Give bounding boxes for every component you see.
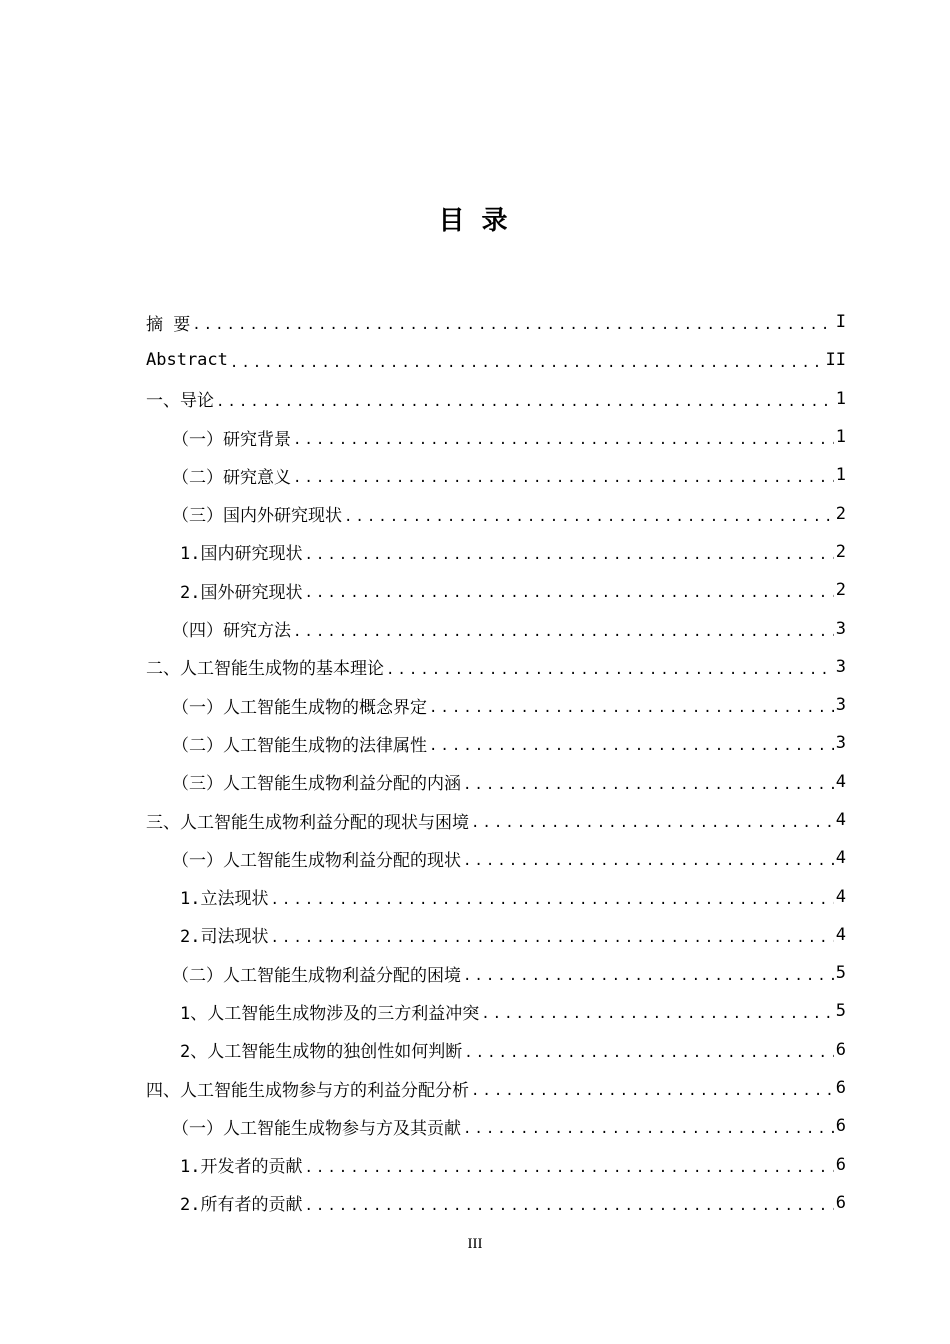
toc-entry-page: 4 (835, 771, 846, 792)
toc-entry-page: I (835, 312, 846, 333)
toc-entry[interactable] (146, 303, 846, 341)
dot-leader (270, 892, 833, 908)
toc-entry-page: 1 (835, 465, 846, 486)
dot-leader (304, 547, 833, 563)
toc-entry-page: 2 (835, 580, 846, 601)
toc-entry-page: 3 (835, 618, 846, 639)
toc-entry[interactable] (146, 1184, 846, 1222)
toc-entry-label: （三）国内外研究现状 (172, 506, 342, 527)
toc-entry[interactable] (146, 1069, 846, 1107)
page-number-footer: III (467, 1236, 483, 1252)
toc-entry-label: Abstract (146, 350, 228, 371)
toc-entry[interactable] (146, 341, 846, 379)
dot-leader (463, 1121, 834, 1137)
dot-leader (293, 624, 834, 640)
dot-leader (344, 509, 834, 525)
toc-entry-label: （一）人工智能生成物利益分配的现状 (172, 850, 461, 871)
toc-entry-label: 摘 要 (146, 314, 191, 335)
toc-entry-label: （一）人工智能生成物的概念界定 (172, 697, 427, 718)
toc-entry[interactable] (146, 724, 846, 762)
toc-entry-label: （三）人工智能生成物利益分配的内涵 (172, 774, 461, 795)
toc-entry-page: 3 (835, 733, 846, 754)
toc-entry[interactable] (146, 686, 846, 724)
toc-entry-label: （一）人工智能生成物参与方及其贡献 (172, 1118, 461, 1139)
dot-leader (463, 968, 834, 984)
toc-entry-label: （二）研究意义 (172, 467, 291, 488)
toc-entry[interactable] (146, 418, 846, 456)
dot-leader (471, 815, 834, 831)
toc-entry[interactable] (146, 1107, 846, 1145)
toc-entry[interactable] (146, 380, 846, 418)
toc-entry-page: 4 (835, 924, 846, 945)
toc-entry[interactable] (146, 609, 846, 647)
toc-entry-page: 2 (835, 503, 846, 524)
toc-entry-page: 2 (835, 541, 846, 562)
toc-entry[interactable] (146, 916, 846, 954)
dot-leader (230, 355, 824, 371)
dot-leader (304, 585, 833, 601)
dot-leader (304, 1198, 833, 1214)
dot-leader (192, 317, 834, 333)
toc-entry-label: 2.所有者的贡献 (180, 1195, 303, 1216)
toc-entry-label: 三、人工智能生成物利益分配的现状与困境 (146, 812, 469, 833)
toc-entry[interactable] (146, 801, 846, 839)
dot-leader (463, 777, 834, 793)
dot-leader (293, 432, 834, 448)
dot-leader (464, 1045, 834, 1061)
toc-entry-label: 四、人工智能生成物参与方的利益分配分析 (146, 1080, 469, 1101)
toc-entry-page: 6 (835, 1078, 846, 1099)
table-of-contents (146, 303, 846, 1222)
dot-leader (304, 1160, 833, 1176)
dot-leader (481, 1006, 834, 1022)
toc-title: 目 录 (438, 206, 512, 236)
toc-entry-label: 二、人工智能生成物的基本理论 (146, 659, 384, 680)
toc-entry-page: 3 (835, 656, 846, 677)
toc-entry[interactable] (146, 1146, 846, 1184)
toc-entry-page: 4 (835, 810, 846, 830)
dot-leader (429, 700, 834, 716)
toc-entry-page: 6 (835, 1154, 846, 1175)
dot-leader (270, 930, 833, 946)
toc-entry-page: 4 (835, 848, 846, 869)
toc-entry[interactable] (146, 954, 846, 992)
toc-entry[interactable] (146, 877, 846, 915)
toc-entry-label: （一）研究背景 (172, 429, 291, 450)
toc-entry-page: 4 (835, 886, 846, 907)
toc-entry-label: （四）研究方法 (172, 621, 291, 642)
dot-leader (471, 1083, 834, 1099)
dot-leader (386, 662, 834, 678)
dot-leader (293, 470, 834, 486)
toc-entry[interactable] (146, 648, 846, 686)
toc-entry[interactable] (146, 533, 846, 571)
toc-entry-label: 一、导论 (146, 391, 214, 412)
toc-entry-label: 2.国外研究现状 (180, 582, 303, 603)
toc-entry-page: 1 (835, 427, 846, 448)
toc-entry-label: 1.国内研究现状 (180, 544, 303, 565)
toc-entry-label: 1.立法现状 (180, 889, 269, 910)
toc-entry-label: （二）人工智能生成物的法律属性 (172, 735, 427, 756)
toc-entry-page: 1 (835, 388, 846, 409)
toc-entry-label: 1、人工智能生成物涉及的三方利益冲突 (180, 1003, 480, 1024)
toc-entry-page: 6 (835, 1039, 846, 1060)
toc-entry-page: 6 (835, 1116, 846, 1137)
toc-entry[interactable] (146, 992, 846, 1030)
toc-entry-page: 5 (835, 963, 846, 984)
toc-entry-page: 6 (835, 1192, 846, 1213)
toc-entry-label: （二）人工智能生成物利益分配的困境 (172, 965, 461, 986)
dot-leader (216, 394, 834, 410)
toc-entry[interactable] (146, 571, 846, 609)
toc-entry[interactable] (146, 763, 846, 801)
toc-entry[interactable] (146, 1031, 846, 1069)
toc-entry-label: 2.司法现状 (180, 927, 269, 948)
toc-entry[interactable] (146, 456, 846, 494)
toc-entry-label: 2、人工智能生成物的独创性如何判断 (180, 1042, 463, 1063)
toc-entry[interactable] (146, 839, 846, 877)
dot-leader (463, 853, 834, 869)
dot-leader (429, 738, 834, 754)
toc-entry-label: 1.开发者的贡献 (180, 1157, 303, 1178)
toc-entry[interactable] (146, 494, 846, 532)
toc-entry-page: 5 (835, 1001, 846, 1022)
toc-entry-page: 3 (835, 695, 846, 716)
toc-entry-page: II (825, 350, 846, 371)
